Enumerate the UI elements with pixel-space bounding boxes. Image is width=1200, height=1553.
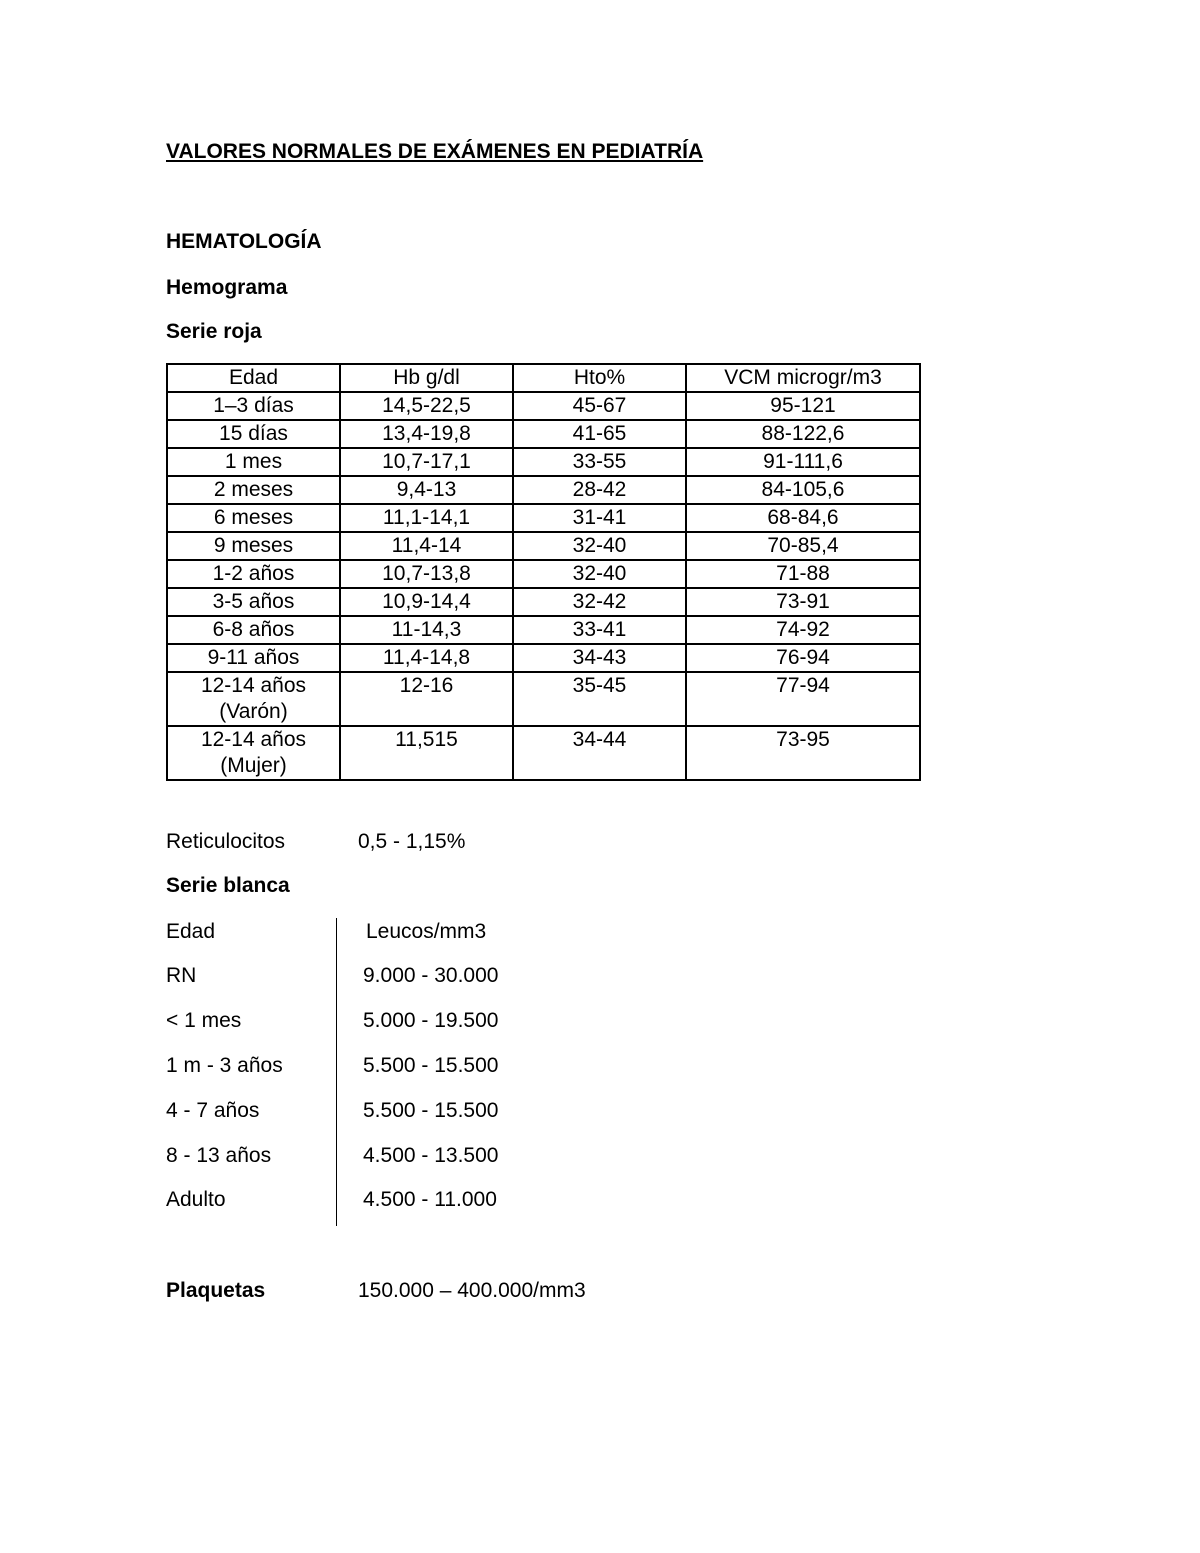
- cell-hto: 32-40: [513, 532, 686, 560]
- cell-age-line1: 12-14 años: [200, 728, 307, 751]
- white-series-divider: [336, 918, 337, 1226]
- cell-hto: 34-44: [513, 726, 686, 780]
- cell-vcm: 73-95: [686, 726, 920, 780]
- white-row-value: 5.500 - 15.500: [363, 1054, 499, 1077]
- table-row: [167, 476, 920, 504]
- header-hto: Hto%: [513, 364, 686, 392]
- cell-hb: 10,9-14,4: [340, 588, 513, 616]
- cell-hb: 10,7-17,1: [340, 448, 513, 476]
- white-row-value: 5.500 - 15.500: [363, 1099, 499, 1122]
- cell-hb: 11-14,3: [340, 616, 513, 644]
- cell-age: 6-8 años: [167, 616, 340, 644]
- white-row-value: 5.000 - 19.500: [363, 1009, 499, 1032]
- cell-age: 9 meses: [167, 532, 340, 560]
- header-edad: Edad: [167, 364, 340, 392]
- white-row-age: < 1 mes: [166, 1009, 242, 1032]
- cell-age: 9-11 años: [167, 644, 340, 672]
- cell-hto: 31-41: [513, 504, 686, 532]
- cell-hb: 12-16: [340, 672, 513, 726]
- plaquetas-label: Plaquetas: [166, 1279, 266, 1302]
- cell-hb: 11,4-14: [340, 532, 513, 560]
- cell-hto: 33-55: [513, 448, 686, 476]
- cell-age: 15 días: [167, 420, 340, 448]
- section-heading-hematologia: HEMATOLOGÍA: [166, 230, 322, 253]
- table-row: [167, 672, 920, 726]
- document-title: VALORES NORMALES DE EXÁMENES EN PEDIATRÍA: [166, 140, 704, 163]
- cell-age: 1–3 días: [167, 392, 340, 420]
- cell-hto: 45-67: [513, 392, 686, 420]
- table-row: [167, 392, 920, 420]
- cell-vcm: 68-84,6: [686, 504, 920, 532]
- cell-hb: 11,4-14,8: [340, 644, 513, 672]
- header-vcm: VCM microgr/m3: [686, 364, 920, 392]
- cell-hto: 41-65: [513, 420, 686, 448]
- plaquetas-value: 150.000 – 400.000/mm3: [358, 1279, 586, 1302]
- cell-hto: 35-45: [513, 672, 686, 726]
- table-header-row: [167, 364, 920, 392]
- subsection-heading-hemograma: Hemograma: [166, 276, 288, 299]
- white-row-value: 4.500 - 11.000: [363, 1188, 497, 1211]
- cell-vcm: 91-111,6: [686, 448, 920, 476]
- cell-age-line1: 12-14 años: [200, 674, 307, 697]
- white-header-leucos: Leucos/mm3: [366, 920, 487, 943]
- white-header-edad: Edad: [166, 920, 216, 943]
- cell-hb: 9,4-13: [340, 476, 513, 504]
- cell-age: 1-2 años: [167, 560, 340, 588]
- table-row: [167, 616, 920, 644]
- cell-hto: 28-42: [513, 476, 686, 504]
- header-hb: Hb g/dl: [340, 364, 513, 392]
- cell-age-line2: (Mujer): [220, 754, 287, 777]
- cell-age: [167, 726, 340, 780]
- cell-vcm: 70-85,4: [686, 532, 920, 560]
- cell-hto: 32-40: [513, 560, 686, 588]
- cell-vcm: 88-122,6: [686, 420, 920, 448]
- cell-hto: 33-41: [513, 616, 686, 644]
- cell-vcm: 77-94: [686, 672, 920, 726]
- table-row: [167, 588, 920, 616]
- table-row: [167, 504, 920, 532]
- cell-hb: 11,515: [340, 726, 513, 780]
- red-series-heading: Serie roja: [166, 320, 262, 343]
- white-row-value: 9.000 - 30.000: [363, 964, 499, 987]
- table-row: [167, 726, 920, 780]
- white-row-age: Adulto: [166, 1188, 226, 1211]
- cell-hb: 13,4-19,8: [340, 420, 513, 448]
- table-row: [167, 644, 920, 672]
- cell-age: 6 meses: [167, 504, 340, 532]
- white-row-age: 8 - 13 años: [166, 1144, 272, 1167]
- cell-vcm: 73-91: [686, 588, 920, 616]
- cell-vcm: 76-94: [686, 644, 920, 672]
- red-series-table: [166, 363, 921, 781]
- white-series-heading: Serie blanca: [166, 874, 290, 897]
- cell-age: 2 meses: [167, 476, 340, 504]
- cell-hto: 32-42: [513, 588, 686, 616]
- cell-vcm: 74-92: [686, 616, 920, 644]
- table-row: [167, 560, 920, 588]
- reticulocitos-label: Reticulocitos: [166, 830, 286, 853]
- cell-vcm: 71-88: [686, 560, 920, 588]
- cell-vcm: 95-121: [686, 392, 920, 420]
- white-row-age: 4 - 7 años: [166, 1099, 260, 1122]
- cell-hb: 11,1-14,1: [340, 504, 513, 532]
- cell-hb: 14,5-22,5: [340, 392, 513, 420]
- cell-hb: 10,7-13,8: [340, 560, 513, 588]
- table-row: [167, 420, 920, 448]
- cell-age-line2: (Varón): [219, 700, 288, 723]
- cell-hto: 34-43: [513, 644, 686, 672]
- white-row-value: 4.500 - 13.500: [363, 1144, 499, 1167]
- white-row-age: 1 m - 3 años: [166, 1054, 283, 1077]
- table-row: [167, 532, 920, 560]
- table-row: [167, 448, 920, 476]
- white-row-age: RN: [166, 964, 197, 987]
- cell-age: [167, 672, 340, 726]
- cell-age: 1 mes: [167, 448, 340, 476]
- cell-vcm: 84-105,6: [686, 476, 920, 504]
- reticulocitos-value: 0,5 - 1,15%: [358, 830, 466, 853]
- cell-age: 3-5 años: [167, 588, 340, 616]
